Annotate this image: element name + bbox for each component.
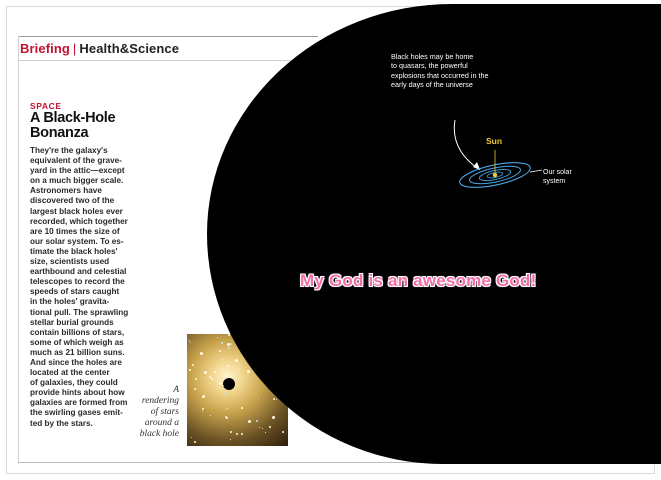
section-label: Health&Science xyxy=(79,41,180,56)
body-line: located at the center xyxy=(30,368,110,378)
star-speck xyxy=(210,415,211,416)
body-line: some of which weigh as xyxy=(30,337,124,347)
star-speck xyxy=(194,388,196,390)
star-speck xyxy=(230,439,231,440)
star-speck xyxy=(258,398,259,399)
star-speck xyxy=(224,393,226,395)
overlay-quote: My God is an awesome God! xyxy=(300,271,537,290)
body-line: the swirling gases emit- xyxy=(30,408,123,418)
star-speck xyxy=(247,370,250,373)
star-speck xyxy=(222,359,223,360)
star-speck xyxy=(200,352,203,355)
star-speck xyxy=(272,416,275,419)
star-speck xyxy=(227,408,228,409)
caption-line: A xyxy=(173,385,179,395)
caption-line: rendering xyxy=(141,396,179,406)
black-hole-dot xyxy=(223,378,235,390)
star-speck xyxy=(223,385,224,386)
ss-label-line: system xyxy=(543,178,566,185)
star-speck xyxy=(256,420,258,422)
note-line: explosions that occurred in the xyxy=(391,70,489,80)
body-line: ted by the stars. xyxy=(30,418,93,428)
body-line: galaxies are formed from xyxy=(30,398,128,408)
body-line: contain billions of stars, xyxy=(30,327,125,337)
body-line: And since the holes are xyxy=(30,357,122,367)
star-speck xyxy=(189,369,191,371)
body-line: They're the galaxy's xyxy=(30,146,108,155)
star-speck xyxy=(192,364,194,366)
star-speck xyxy=(262,428,263,429)
star-speck xyxy=(194,441,196,443)
left-edge-line xyxy=(18,36,19,464)
star-speck xyxy=(241,433,243,435)
star-speck xyxy=(239,368,240,369)
body-line: earthbound and celestial xyxy=(30,267,127,277)
caption-line: around a xyxy=(144,418,179,428)
top-rule xyxy=(18,36,318,37)
article-headline: A Black-Hole Bonanza xyxy=(30,110,116,141)
star-speck xyxy=(230,343,232,345)
photo-caption xyxy=(135,385,179,440)
note-line: Black holes may be home xyxy=(391,52,474,61)
star-speck xyxy=(217,337,218,338)
body-line: largest black holes ever xyxy=(30,206,123,216)
body-line: yard in the attic—except xyxy=(30,166,125,176)
star-speck xyxy=(204,371,207,374)
body-line: on a much bigger scale. xyxy=(30,176,124,186)
star-speck xyxy=(202,395,205,398)
star-speck xyxy=(202,408,204,410)
pointer-arrow-line xyxy=(454,120,480,170)
star-speck xyxy=(273,398,275,400)
star-speck xyxy=(214,371,216,373)
body-line: in the holes' gravita- xyxy=(30,297,110,307)
solar-system-diagram xyxy=(440,70,590,210)
star-speck xyxy=(276,399,277,400)
star-speck xyxy=(235,359,238,362)
body-line: our solar system. To es- xyxy=(30,236,124,246)
star-speck xyxy=(265,432,266,433)
caption-line: black hole xyxy=(139,429,179,439)
note-line: early days of the universe xyxy=(391,80,473,90)
star-speck xyxy=(282,431,284,433)
ss-label-line: Our solar xyxy=(543,169,572,176)
header-separator: | xyxy=(72,41,77,56)
solar-system-label xyxy=(543,168,572,186)
star-speck xyxy=(221,342,223,344)
star-speck xyxy=(230,431,232,433)
body-line: equivalent of the grave- xyxy=(30,156,122,166)
star-speck xyxy=(228,347,230,349)
body-line: recorded, which together xyxy=(30,216,128,226)
star-speck xyxy=(236,433,238,435)
star-speck xyxy=(209,383,210,384)
brand-label: Briefing xyxy=(20,41,70,56)
star-speck xyxy=(225,409,226,410)
body-line: telescopes to record the xyxy=(30,277,125,287)
body-line: provide hints about how xyxy=(30,388,125,398)
note-line: to quasars, the powerful xyxy=(391,61,468,71)
body-line: size, scientists used xyxy=(30,257,110,267)
star-speck xyxy=(248,420,251,423)
system-pointer xyxy=(530,170,542,172)
star-speck xyxy=(211,378,213,380)
star-speck xyxy=(219,382,222,385)
body-line: Astronomers have xyxy=(30,186,102,196)
star-speck xyxy=(219,350,221,352)
body-line: are 10 times the size of xyxy=(30,226,120,236)
star-speck xyxy=(191,437,192,438)
body-line: timate the black holes' xyxy=(30,246,118,256)
body-line: discovered two of the xyxy=(30,196,115,206)
star-speck xyxy=(190,342,191,343)
star-speck xyxy=(189,340,190,341)
section-header xyxy=(20,41,179,56)
star-speck xyxy=(202,411,203,412)
body-line: stellar burial grounds xyxy=(30,317,114,327)
star-speck xyxy=(269,426,271,428)
star-speck xyxy=(227,365,229,367)
star-speck xyxy=(227,343,230,346)
star-speck xyxy=(259,427,260,428)
star-speck xyxy=(195,378,197,380)
star-speck xyxy=(241,407,243,409)
body-line: tional pull. The sprawling xyxy=(30,307,129,317)
star-speck xyxy=(209,376,211,378)
body-line: speeds of stars caught xyxy=(30,287,120,297)
header-rule xyxy=(18,60,318,61)
body-line: of galaxies, they could xyxy=(30,378,118,388)
article-kicker: SPACE xyxy=(30,101,62,111)
sun-label: Sun xyxy=(486,136,503,146)
caption-line: of stars xyxy=(150,407,179,417)
body-line: much as 21 billion suns. xyxy=(30,347,125,357)
star-speck xyxy=(221,369,222,370)
star-speck xyxy=(225,416,227,418)
